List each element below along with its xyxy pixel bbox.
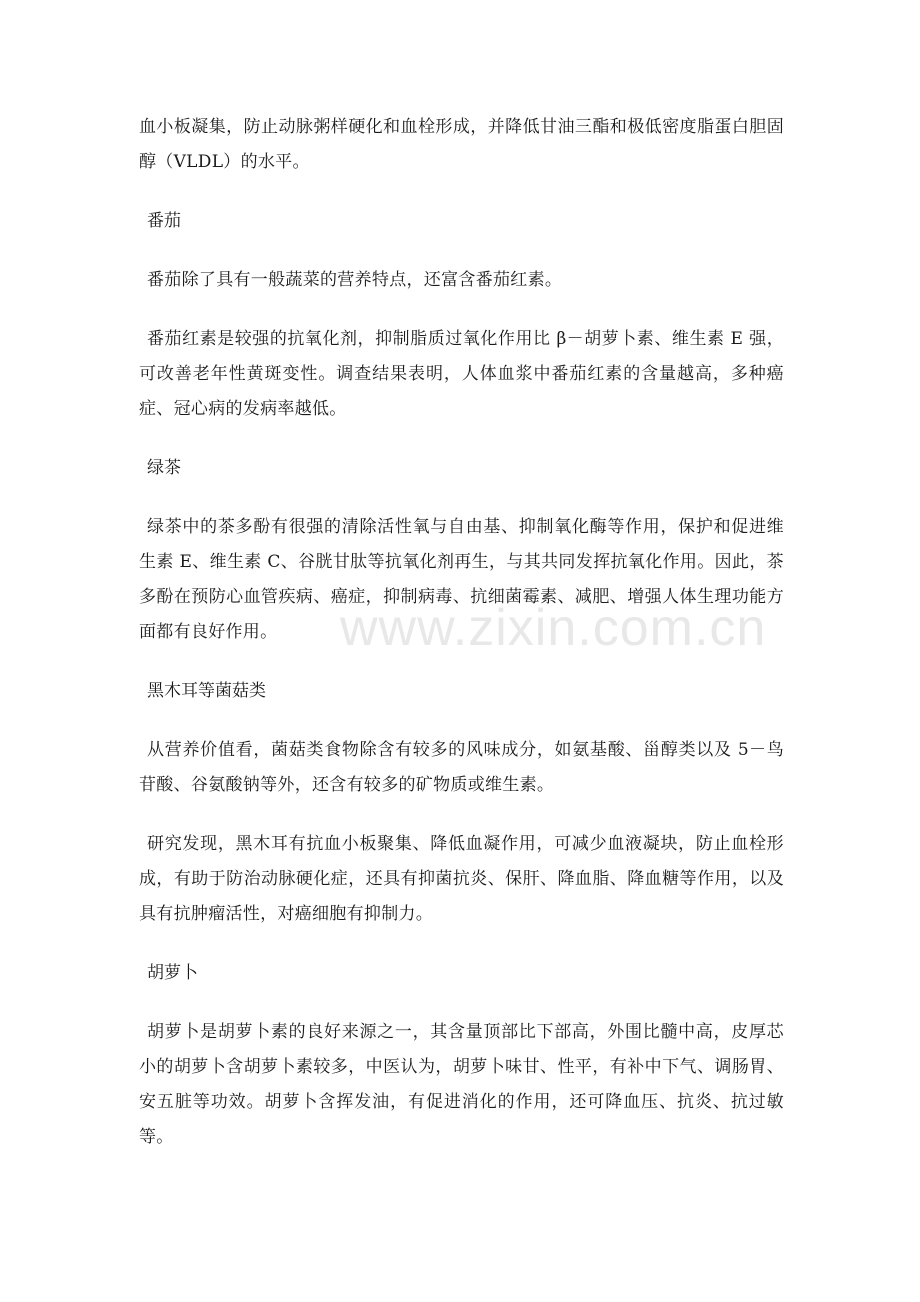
paragraph-mushroom-nutrition: 从营养价值看，菌菇类食物除含有较多的风味成分，如氨基酸、甾醇类以及 5－鸟苷酸、谷氨酸钠等外，还含有较多的矿物质或维生素。 <box>139 740 784 795</box>
paragraph-lycopene: 番茄红素是较强的抗氧化剂，抑制脂质过氧化作用比 β－胡萝卜素、维生素 E 强，可改善老年性黄斑变性。调查结果表明，人体血浆中番茄红素的含量越高，多种癌症、冠心病的发病率越低。 <box>139 329 784 419</box>
section-heading-mushrooms: 黑木耳等菌菇类 <box>147 681 266 701</box>
watermark-text: www.zixin.com.cn <box>340 599 767 657</box>
paragraph-intro-continuation: 血小板凝集，防止动脉粥样硬化和血栓形成，并降低甘油三酯和极低密度脂蛋白胆固醇（VLDL）的水平。 <box>139 117 784 172</box>
document-body <box>139 110 784 1179</box>
section-heading-carrot: 胡萝卜 <box>147 963 198 983</box>
paragraph-carrot: 胡萝卜是胡萝卜素的良好来源之一，其含量顶部比下部高，外围比髓中高，皮厚芯小的胡萝卜含胡萝卜素较多，中医认为，胡萝卜味甘、性平，有补中下气、调肠胃、安五脏等功效。胡萝卜含挥发油，有促进消化的作用，还可降血压、抗炎、抗过敏等。 <box>139 1022 784 1147</box>
paragraph-green-tea: 绿茶中的茶多酚有很强的清除活性氧与自由基、抑制氧化酶等作用，保护和促进维生素 E、维生素 C、谷胱甘肽等抗氧化剂再生，与其共同发挥抗氧化作用。因此，茶多酚在预防心血管疾病、癌症，抑制病毒、抗细菌霉素、减肥、增强人体生理功能方面都有良好作用。 <box>139 517 784 642</box>
section-heading-tomato: 番茄 <box>147 211 181 231</box>
section-heading-green-tea: 绿茶 <box>147 458 181 478</box>
paragraph-tomato-nutrition: 番茄除了具有一般蔬菜的营养特点，还富含番茄红素。 <box>147 270 563 290</box>
paragraph-black-fungus-research: 研究发现，黑木耳有抗血小板聚集、降低血凝作用，可减少血液凝块，防止血栓形成，有助于防治动脉硬化症，还具有抑菌抗炎、保肝、降血脂、降血糖等作用，以及具有抗肿瘤活性，对癌细胞有抑制力。 <box>139 834 784 924</box>
